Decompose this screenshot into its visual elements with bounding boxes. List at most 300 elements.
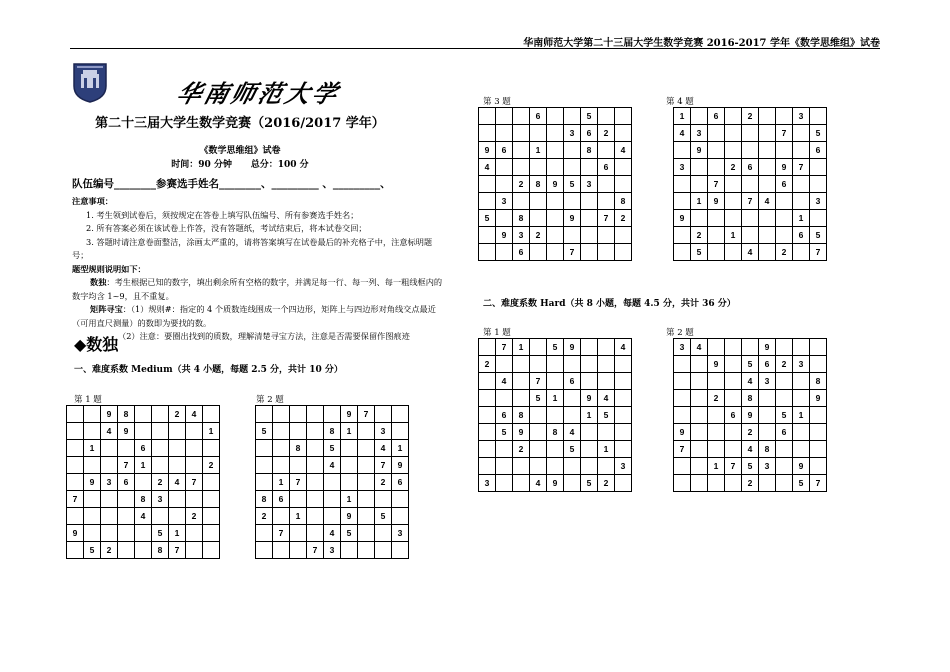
sudoku-cell[interactable]: 8 [152, 542, 169, 559]
sudoku-cell[interactable]: 5 [742, 458, 759, 475]
sudoku-cell[interactable]: 8 [547, 424, 564, 441]
sudoku-cell[interactable]: 5 [84, 542, 101, 559]
sudoku-cell[interactable]: 2 [530, 227, 547, 244]
sudoku-cell[interactable] [598, 244, 615, 261]
sudoku-cell[interactable]: 9 [496, 227, 513, 244]
sudoku-cell[interactable]: 1 [598, 441, 615, 458]
sudoku-cell[interactable] [479, 339, 496, 356]
sudoku-cell[interactable] [513, 356, 530, 373]
sudoku-cell[interactable] [691, 210, 708, 227]
sudoku-cell[interactable]: 6 [708, 108, 725, 125]
sudoku-cell[interactable] [615, 373, 632, 390]
sudoku-cell[interactable]: 9 [564, 339, 581, 356]
sudoku-cell[interactable]: 8 [742, 390, 759, 407]
sudoku-cell[interactable] [67, 542, 84, 559]
sudoku-cell[interactable] [810, 159, 827, 176]
sudoku-cell[interactable] [598, 227, 615, 244]
sudoku-cell[interactable]: 4 [742, 373, 759, 390]
sudoku-cell[interactable] [759, 176, 776, 193]
sudoku-cell[interactable]: 9 [101, 406, 118, 423]
sudoku-cell[interactable] [708, 142, 725, 159]
sudoku-cell[interactable] [324, 406, 341, 423]
sudoku-cell[interactable] [759, 390, 776, 407]
sudoku-cell[interactable]: 8 [581, 142, 598, 159]
sudoku-cell[interactable] [290, 491, 307, 508]
sudoku-cell[interactable] [598, 142, 615, 159]
sudoku-cell[interactable]: 6 [135, 440, 152, 457]
sudoku-cell[interactable] [793, 125, 810, 142]
sudoku-cell[interactable] [810, 356, 827, 373]
sudoku-cell[interactable]: 2 [691, 227, 708, 244]
sudoku-cell[interactable] [725, 373, 742, 390]
sudoku-cell[interactable] [708, 210, 725, 227]
sudoku-cell[interactable] [513, 390, 530, 407]
sudoku-cell[interactable] [513, 142, 530, 159]
sudoku-cell[interactable] [496, 475, 513, 492]
sudoku-cell[interactable] [290, 525, 307, 542]
sudoku-cell[interactable]: 7 [674, 441, 691, 458]
sudoku-cell[interactable]: 3 [324, 542, 341, 559]
sudoku-cell[interactable] [674, 193, 691, 210]
sudoku-cell[interactable] [691, 407, 708, 424]
sudoku-cell[interactable] [479, 390, 496, 407]
sudoku-cell[interactable] [691, 373, 708, 390]
sudoku-cell[interactable]: 9 [84, 474, 101, 491]
sudoku-cell[interactable] [810, 458, 827, 475]
sudoku-cell[interactable] [67, 406, 84, 423]
sudoku-cell[interactable] [101, 440, 118, 457]
sudoku-cell[interactable]: 8 [118, 406, 135, 423]
sudoku-cell[interactable] [581, 424, 598, 441]
sudoku-cell[interactable] [564, 159, 581, 176]
sudoku-cell[interactable]: 1 [793, 407, 810, 424]
sudoku-cell[interactable]: 7 [169, 542, 186, 559]
sudoku-cell[interactable] [776, 458, 793, 475]
sudoku-cell[interactable] [530, 356, 547, 373]
sudoku-cell[interactable]: 7 [67, 491, 84, 508]
sudoku-cell[interactable] [615, 475, 632, 492]
sudoku-cell[interactable]: 3 [759, 373, 776, 390]
sudoku-cell[interactable] [290, 542, 307, 559]
sudoku-cell[interactable]: 9 [793, 458, 810, 475]
sudoku-cell[interactable]: 2 [186, 508, 203, 525]
sudoku-cell[interactable] [674, 176, 691, 193]
sudoku-cell[interactable] [101, 508, 118, 525]
sudoku-cell[interactable]: 6 [776, 176, 793, 193]
sudoku-cell[interactable]: 7 [273, 525, 290, 542]
sudoku-cell[interactable]: 5 [564, 441, 581, 458]
sudoku-cell[interactable] [324, 508, 341, 525]
sudoku-cell[interactable] [581, 159, 598, 176]
sudoku-cell[interactable]: 2 [742, 108, 759, 125]
sudoku-cell[interactable] [674, 458, 691, 475]
sudoku-cell[interactable]: 1 [135, 457, 152, 474]
sudoku-cell[interactable] [118, 525, 135, 542]
sudoku-cell[interactable] [598, 373, 615, 390]
sudoku-cell[interactable]: 5 [793, 475, 810, 492]
sudoku-cell[interactable] [674, 244, 691, 261]
sudoku-cell[interactable] [674, 356, 691, 373]
sudoku-cell[interactable] [307, 406, 324, 423]
sudoku-cell[interactable]: 7 [118, 457, 135, 474]
sudoku-cell[interactable] [547, 125, 564, 142]
sudoku-cell[interactable] [708, 373, 725, 390]
sudoku-cell[interactable] [307, 423, 324, 440]
sudoku-cell[interactable] [581, 339, 598, 356]
sudoku-cell[interactable] [479, 125, 496, 142]
sudoku-cell[interactable] [101, 457, 118, 474]
sudoku-cell[interactable]: 7 [358, 406, 375, 423]
sudoku-cell[interactable] [324, 474, 341, 491]
sudoku-cell[interactable] [479, 441, 496, 458]
sudoku-cell[interactable]: 9 [513, 424, 530, 441]
sudoku-cell[interactable] [67, 423, 84, 440]
sudoku-cell[interactable] [547, 458, 564, 475]
sudoku-cell[interactable] [375, 491, 392, 508]
sudoku-cell[interactable]: 2 [101, 542, 118, 559]
sudoku-cell[interactable]: 2 [152, 474, 169, 491]
sudoku-cell[interactable]: 4 [479, 159, 496, 176]
sudoku-cell[interactable]: 7 [186, 474, 203, 491]
sudoku-cell[interactable] [759, 125, 776, 142]
sudoku-cell[interactable]: 6 [759, 356, 776, 373]
sudoku-cell[interactable]: 9 [581, 390, 598, 407]
sudoku-cell[interactable] [564, 193, 581, 210]
sudoku-cell[interactable] [742, 339, 759, 356]
sudoku-cell[interactable] [496, 390, 513, 407]
sudoku-cell[interactable]: 6 [530, 108, 547, 125]
sudoku-cell[interactable] [810, 210, 827, 227]
sudoku-cell[interactable]: 3 [691, 125, 708, 142]
sudoku-cell[interactable] [615, 390, 632, 407]
sudoku-cell[interactable] [725, 441, 742, 458]
sudoku-cell[interactable]: 2 [776, 356, 793, 373]
sudoku-cell[interactable] [203, 406, 220, 423]
sudoku-cell[interactable] [169, 440, 186, 457]
sudoku-cell[interactable]: 9 [564, 210, 581, 227]
sudoku-cell[interactable] [358, 508, 375, 525]
sudoku-cell[interactable]: 8 [256, 491, 273, 508]
sudoku-cell[interactable] [530, 339, 547, 356]
sudoku-cell[interactable]: 3 [615, 458, 632, 475]
sudoku-cell[interactable] [581, 210, 598, 227]
sudoku-cell[interactable] [479, 244, 496, 261]
sudoku-cell[interactable]: 1 [392, 440, 409, 457]
sudoku-cell[interactable]: 3 [674, 159, 691, 176]
sudoku-cell[interactable] [708, 339, 725, 356]
sudoku-cell[interactable]: 1 [169, 525, 186, 542]
sudoku-cell[interactable] [598, 176, 615, 193]
sudoku-cell[interactable] [169, 508, 186, 525]
sudoku-cell[interactable]: 3 [793, 108, 810, 125]
sudoku-cell[interactable] [615, 125, 632, 142]
sudoku-cell[interactable]: 6 [742, 159, 759, 176]
sudoku-cell[interactable]: 9 [479, 142, 496, 159]
sudoku-cell[interactable] [530, 193, 547, 210]
sudoku-cell[interactable]: 9 [759, 339, 776, 356]
sudoku-cell[interactable] [725, 475, 742, 492]
sudoku-cell[interactable] [273, 457, 290, 474]
sudoku-cell[interactable] [290, 406, 307, 423]
sudoku-cell[interactable] [674, 390, 691, 407]
sudoku-cell[interactable] [708, 227, 725, 244]
sudoku-cell[interactable] [496, 176, 513, 193]
sudoku-cell[interactable] [725, 108, 742, 125]
sudoku-cell[interactable] [776, 108, 793, 125]
sudoku-cell[interactable]: 4 [742, 441, 759, 458]
sudoku-cell[interactable] [708, 441, 725, 458]
sudoku-cell[interactable]: 5 [324, 440, 341, 457]
sudoku-cell[interactable]: 1 [203, 423, 220, 440]
sudoku-cell[interactable] [375, 542, 392, 559]
sudoku-cell[interactable]: 9 [810, 390, 827, 407]
sudoku-cell[interactable] [564, 356, 581, 373]
sudoku-cell[interactable]: 3 [674, 339, 691, 356]
sudoku-cell[interactable]: 4 [615, 339, 632, 356]
sudoku-cell[interactable] [776, 193, 793, 210]
sudoku-cell[interactable] [203, 542, 220, 559]
sudoku-cell[interactable] [691, 108, 708, 125]
sudoku-cell[interactable]: 2 [479, 356, 496, 373]
sudoku-cell[interactable]: 9 [67, 525, 84, 542]
sudoku-cell[interactable] [341, 440, 358, 457]
sudoku-cell[interactable] [564, 407, 581, 424]
sudoku-cell[interactable] [135, 525, 152, 542]
sudoku-cell[interactable] [708, 125, 725, 142]
sudoku-cell[interactable]: 9 [691, 142, 708, 159]
sudoku-cell[interactable] [530, 244, 547, 261]
sudoku-cell[interactable] [496, 356, 513, 373]
sudoku-cell[interactable] [479, 176, 496, 193]
sudoku-cell[interactable] [725, 142, 742, 159]
sudoku-cell[interactable]: 9 [708, 356, 725, 373]
sudoku-cell[interactable] [547, 407, 564, 424]
sudoku-cell[interactable] [67, 508, 84, 525]
sudoku-cell[interactable] [581, 227, 598, 244]
sudoku-cell[interactable]: 8 [513, 210, 530, 227]
sudoku-cell[interactable]: 8 [615, 193, 632, 210]
sudoku-cell[interactable] [615, 424, 632, 441]
sudoku-cell[interactable] [256, 440, 273, 457]
sudoku-cell[interactable] [84, 491, 101, 508]
sudoku-cell[interactable] [358, 474, 375, 491]
sudoku-cell[interactable] [725, 210, 742, 227]
sudoku-cell[interactable] [615, 108, 632, 125]
sudoku-cell[interactable] [776, 210, 793, 227]
sudoku-cell[interactable] [776, 390, 793, 407]
sudoku-cell[interactable] [513, 159, 530, 176]
sudoku-cell[interactable]: 2 [725, 159, 742, 176]
sudoku-cell[interactable]: 4 [375, 440, 392, 457]
sudoku-cell[interactable]: 6 [273, 491, 290, 508]
sudoku-cell[interactable] [358, 542, 375, 559]
sudoku-cell[interactable] [203, 440, 220, 457]
sudoku-cell[interactable] [135, 542, 152, 559]
sudoku-cell[interactable] [496, 210, 513, 227]
sudoku-cell[interactable] [581, 244, 598, 261]
sudoku-cell[interactable] [725, 424, 742, 441]
sudoku-cell[interactable] [152, 423, 169, 440]
sudoku-cell[interactable] [530, 407, 547, 424]
sudoku-cell[interactable]: 4 [674, 125, 691, 142]
sudoku-cell[interactable] [479, 407, 496, 424]
sudoku-cell[interactable]: 6 [598, 159, 615, 176]
sudoku-cell[interactable]: 9 [392, 457, 409, 474]
sudoku-cell[interactable]: 5 [152, 525, 169, 542]
sudoku-cell[interactable] [307, 440, 324, 457]
sudoku-cell[interactable]: 9 [118, 423, 135, 440]
sudoku-cell[interactable]: 7 [708, 176, 725, 193]
sudoku-cell[interactable] [691, 441, 708, 458]
sudoku-cell[interactable]: 1 [793, 210, 810, 227]
sudoku-cell[interactable] [135, 474, 152, 491]
sudoku-cell[interactable]: 2 [598, 125, 615, 142]
sudoku-cell[interactable]: 3 [496, 193, 513, 210]
sudoku-cell[interactable] [691, 159, 708, 176]
sudoku-cell[interactable] [496, 458, 513, 475]
sudoku-cell[interactable] [708, 424, 725, 441]
sudoku-cell[interactable]: 1 [341, 423, 358, 440]
sudoku-cell[interactable] [530, 125, 547, 142]
sudoku-cell[interactable]: 3 [479, 475, 496, 492]
sudoku-cell[interactable] [186, 491, 203, 508]
sudoku-cell[interactable]: 4 [615, 142, 632, 159]
sudoku-cell[interactable] [203, 525, 220, 542]
sudoku-cell[interactable] [513, 108, 530, 125]
sudoku-cell[interactable]: 6 [118, 474, 135, 491]
sudoku-cell[interactable]: 4 [530, 475, 547, 492]
sudoku-cell[interactable]: 3 [581, 176, 598, 193]
sudoku-cell[interactable]: 1 [513, 339, 530, 356]
sudoku-cell[interactable] [691, 390, 708, 407]
sudoku-cell[interactable] [358, 491, 375, 508]
sudoku-cell[interactable] [84, 508, 101, 525]
sudoku-cell[interactable] [725, 193, 742, 210]
sudoku-cell[interactable] [169, 491, 186, 508]
sudoku-cell[interactable]: 8 [290, 440, 307, 457]
sudoku-cell[interactable]: 6 [776, 424, 793, 441]
sudoku-cell[interactable] [615, 356, 632, 373]
sudoku-cell[interactable] [341, 457, 358, 474]
sudoku-cell[interactable]: 5 [341, 525, 358, 542]
sudoku-cell[interactable] [169, 457, 186, 474]
sudoku-cell[interactable] [256, 406, 273, 423]
sudoku-cell[interactable] [810, 339, 827, 356]
sudoku-cell[interactable]: 7 [530, 373, 547, 390]
sudoku-cell[interactable] [776, 227, 793, 244]
sudoku-cell[interactable] [307, 508, 324, 525]
sudoku-cell[interactable] [598, 339, 615, 356]
sudoku-cell[interactable] [341, 474, 358, 491]
sudoku-cell[interactable]: 8 [513, 407, 530, 424]
sudoku-cell[interactable] [256, 542, 273, 559]
sudoku-cell[interactable] [581, 458, 598, 475]
sudoku-cell[interactable] [708, 407, 725, 424]
sudoku-cell[interactable]: 5 [598, 407, 615, 424]
sudoku-cell[interactable] [793, 339, 810, 356]
sudoku-cell[interactable] [84, 525, 101, 542]
sudoku-cell[interactable] [674, 407, 691, 424]
sudoku-cell[interactable] [547, 441, 564, 458]
sudoku-cell[interactable]: 5 [375, 508, 392, 525]
sudoku-cell[interactable]: 7 [290, 474, 307, 491]
sudoku-cell[interactable] [615, 176, 632, 193]
sudoku-cell[interactable]: 4 [598, 390, 615, 407]
sudoku-cell[interactable] [392, 542, 409, 559]
sudoku-cell[interactable]: 6 [793, 227, 810, 244]
sudoku-cell[interactable]: 7 [725, 458, 742, 475]
sudoku-cell[interactable]: 6 [513, 244, 530, 261]
sudoku-cell[interactable] [307, 525, 324, 542]
sudoku-cell[interactable]: 6 [581, 125, 598, 142]
sudoku-cell[interactable]: 2 [742, 475, 759, 492]
sudoku-cell[interactable]: 3 [375, 423, 392, 440]
sudoku-cell[interactable]: 2 [169, 406, 186, 423]
sudoku-cell[interactable]: 2 [203, 457, 220, 474]
sudoku-cell[interactable] [547, 108, 564, 125]
sudoku-cell[interactable]: 1 [725, 227, 742, 244]
sudoku-cell[interactable] [776, 475, 793, 492]
sudoku-cell[interactable] [496, 441, 513, 458]
sudoku-cell[interactable]: 7 [496, 339, 513, 356]
sudoku-cell[interactable]: 8 [135, 491, 152, 508]
sudoku-cell[interactable] [392, 491, 409, 508]
sudoku-cell[interactable]: 3 [101, 474, 118, 491]
sudoku-cell[interactable] [341, 542, 358, 559]
sudoku-cell[interactable] [581, 356, 598, 373]
sudoku-cell[interactable]: 4 [324, 457, 341, 474]
sudoku-cell[interactable] [793, 373, 810, 390]
sudoku-cell[interactable]: 7 [776, 125, 793, 142]
sudoku-cell[interactable]: 9 [776, 159, 793, 176]
sudoku-cell[interactable] [598, 193, 615, 210]
sudoku-cell[interactable] [392, 423, 409, 440]
sudoku-cell[interactable] [152, 440, 169, 457]
sudoku-cell[interactable]: 7 [564, 244, 581, 261]
sudoku-cell[interactable] [530, 458, 547, 475]
sudoku-cell[interactable] [564, 475, 581, 492]
sudoku-cell[interactable] [203, 508, 220, 525]
sudoku-cell[interactable] [67, 457, 84, 474]
sudoku-cell[interactable]: 5 [530, 390, 547, 407]
sudoku-cell[interactable] [742, 210, 759, 227]
sudoku-cell[interactable] [581, 193, 598, 210]
sudoku-cell[interactable] [256, 474, 273, 491]
sudoku-cell[interactable]: 7 [598, 210, 615, 227]
sudoku-cell[interactable]: 9 [341, 406, 358, 423]
sudoku-cell[interactable] [186, 423, 203, 440]
sudoku-cell[interactable] [479, 458, 496, 475]
sudoku-cell[interactable] [759, 159, 776, 176]
sudoku-cell[interactable]: 2 [513, 176, 530, 193]
sudoku-cell[interactable] [691, 475, 708, 492]
sudoku-cell[interactable]: 7 [810, 244, 827, 261]
sudoku-cell[interactable] [759, 108, 776, 125]
sudoku-cell[interactable]: 4 [101, 423, 118, 440]
sudoku-cell[interactable] [479, 193, 496, 210]
sudoku-cell[interactable] [810, 424, 827, 441]
sudoku-cell[interactable]: 3 [564, 125, 581, 142]
sudoku-cell[interactable]: 6 [392, 474, 409, 491]
sudoku-cell[interactable]: 3 [392, 525, 409, 542]
sudoku-cell[interactable] [742, 142, 759, 159]
sudoku-cell[interactable] [547, 227, 564, 244]
sudoku-cell[interactable] [581, 441, 598, 458]
sudoku-cell[interactable] [358, 457, 375, 474]
sudoku-cell[interactable] [776, 339, 793, 356]
sudoku-cell[interactable] [615, 407, 632, 424]
sudoku-cell[interactable] [152, 508, 169, 525]
